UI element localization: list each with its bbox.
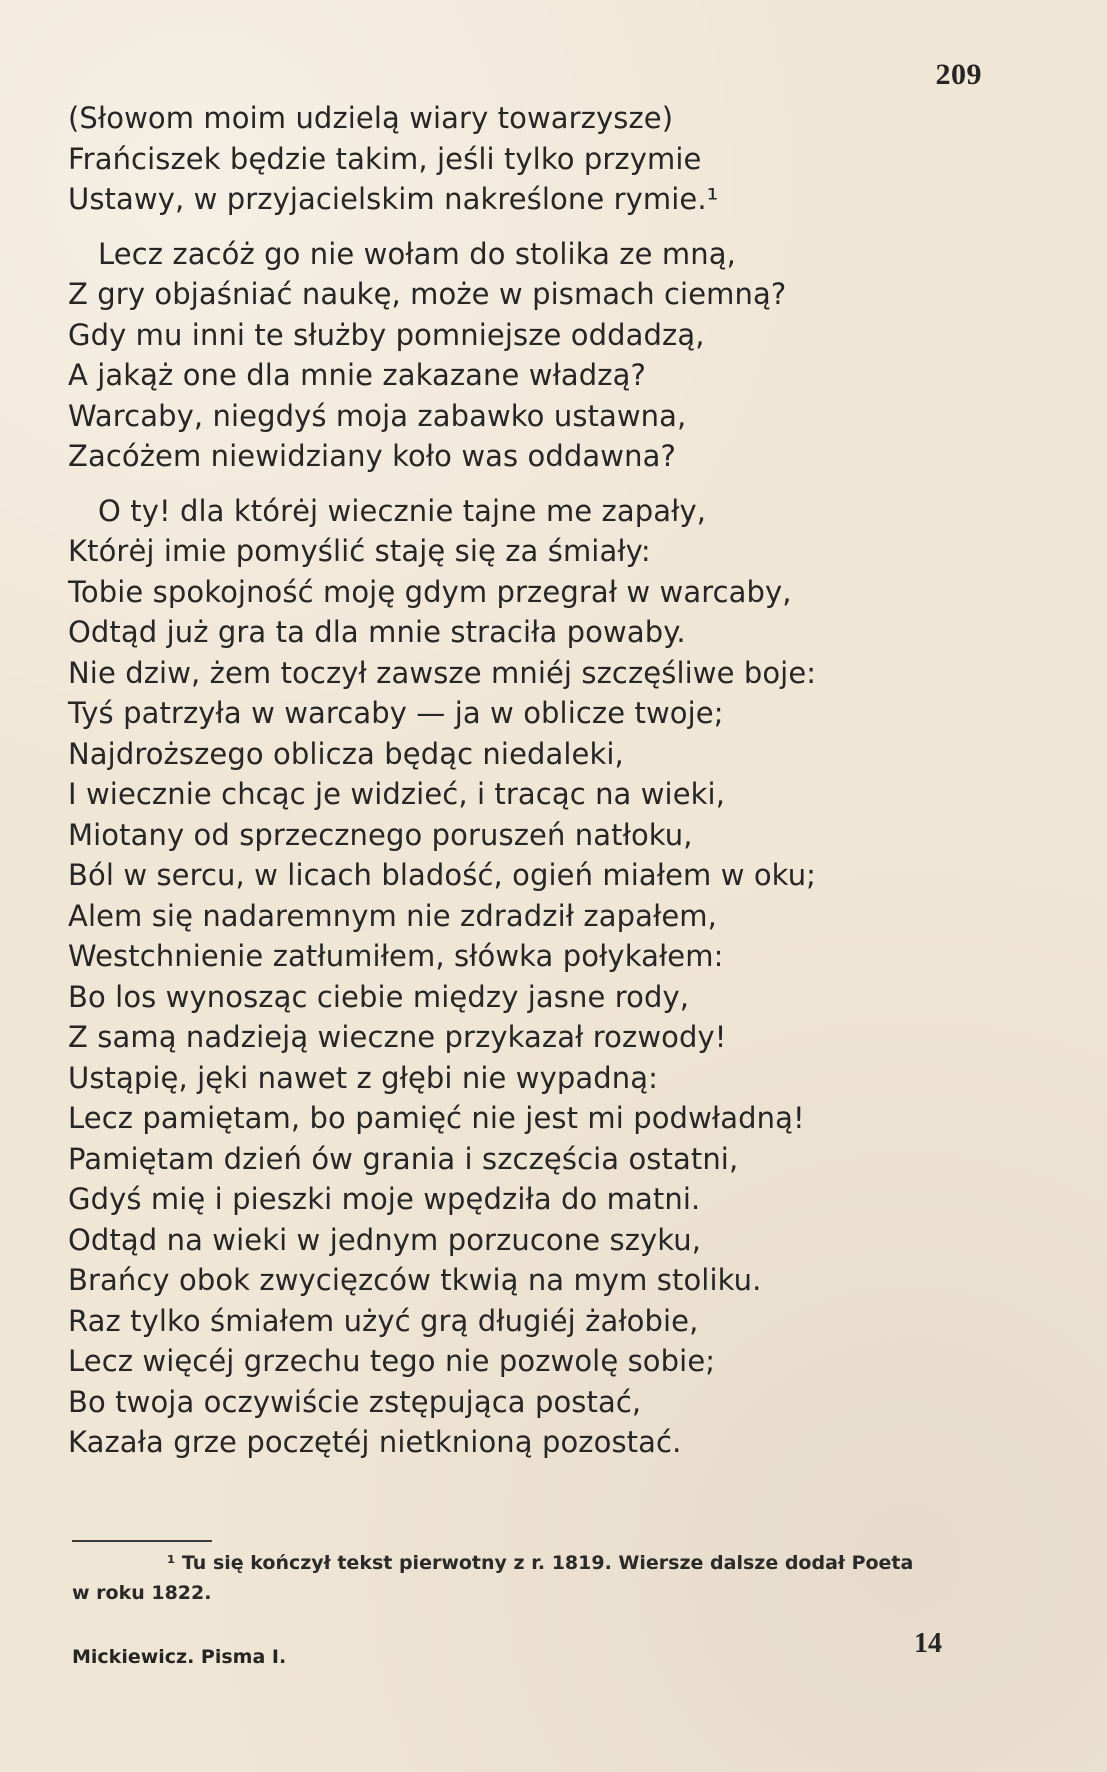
footer-left: Mickiewicz. Pisma I.	[72, 1646, 287, 1668]
footer-right: 14	[914, 1628, 942, 1659]
stanza-3	[68, 491, 1008, 1463]
poem-line: Miotany od sprzecznego poruszeń natłoku,	[68, 817, 693, 852]
page-number: 209	[935, 58, 982, 91]
poem-line: Bo twoja oczywiście zstępująca postać,	[68, 1384, 642, 1419]
poem-line: Zacóżem niewidziany koło was oddawna?	[68, 439, 676, 473]
poem-line: O ty! dla którėj wiecznie tajne me zapały,	[98, 493, 707, 528]
poem-line: Którėj imie pomyślić staję się za śmiały:	[68, 534, 651, 568]
poem-line: Bo los wynosząc ciebie między jasne rody,	[68, 979, 690, 1014]
poem-line: Odtąd już gra ta dla mnie straciła powaby.	[68, 615, 686, 649]
poem-line: Z samą nadzieją wieczne przykazał rozwody!	[68, 1020, 727, 1054]
poem-line: Najdroższego oblicza będąc niedaleki,	[68, 736, 624, 771]
poem-line: Pamiętam dzień ów grania i szczęścia ostatni,	[68, 1141, 739, 1176]
poem-line: Tyś patrzyła w warcaby — ja w oblicze twoje;	[68, 696, 724, 730]
poem-line: Brańcy obok zwycięzców tkwią na mym stoliku.	[68, 1263, 762, 1297]
poem-line: Tobie spokojność moję gdym przegrał w warcaby,	[68, 574, 792, 609]
poem-line: A jakąż one dla mnie zakazane władzą?	[68, 358, 646, 392]
footnote	[72, 1548, 1002, 1608]
poem-line: I wiecznie chcąc je widzieć, i tracąc na wieki,	[68, 777, 726, 811]
poem-line: Gdyś mię i pieszki moje wpędziła do matni.	[68, 1182, 701, 1216]
poem-line: Kazała grze poczętéj nietknioną pozostać.	[68, 1425, 682, 1459]
poem-line: (Słowom moim udzielą wiary towarzysze)	[68, 101, 674, 135]
stanza-1	[68, 98, 1008, 220]
poem-line: Lecz zacóż go nie wołam do stolika ze mną,	[98, 236, 736, 271]
poem-line: Raz tylko śmiałem użyć grą długiéj żałobie,	[68, 1303, 699, 1338]
poem-line: Lecz więcéj grzechu tego nie pozwolę sobie;	[68, 1344, 716, 1378]
footnote-line: w roku 1822.	[72, 1582, 212, 1604]
poem-line: Ustąpię, jęki nawet z głębi nie wypadną:	[68, 1060, 658, 1095]
poem-line: Lecz pamiętam, bo pamięć nie jest mi podwładną!	[68, 1101, 805, 1135]
stanza-2	[68, 234, 1008, 477]
footnote-divider	[72, 1540, 212, 1542]
poem-text	[68, 98, 1008, 1463]
poem-line: Nie dziw, żem toczył zawsze mniéj szczęśliwe boje:	[68, 655, 817, 690]
poem-line: Z gry objaśniać naukę, może w pismach ciemną?	[68, 277, 787, 311]
poem-line: Warcaby, niegdyś moja zabawko ustawna,	[68, 398, 687, 433]
footnote-line: ¹ Tu się kończył tekst pierwotny z r. 1819. Wiersze dalsze dodał Poeta	[167, 1552, 914, 1574]
poem-line: Ból w sercu, w licach bladość, ogień miałem w oku;	[68, 858, 817, 892]
poem-line: Odtąd na wieki w jednym porzucone szyku,	[68, 1222, 702, 1257]
poem-line: Gdy mu inni te służby pomniejsze oddadzą,	[68, 317, 705, 352]
poem-line: Alem się nadaremnym nie zdradził zapałem,	[68, 898, 717, 933]
poem-line: Frańciszek będzie takim, jeśli tylko przymie	[68, 141, 702, 176]
poem-line: Westchnienie zatłumiłem, słówka połykałem:	[68, 939, 724, 973]
poem-line: Ustawy, w przyjacielskim nakreślone rymie.¹	[68, 182, 719, 216]
